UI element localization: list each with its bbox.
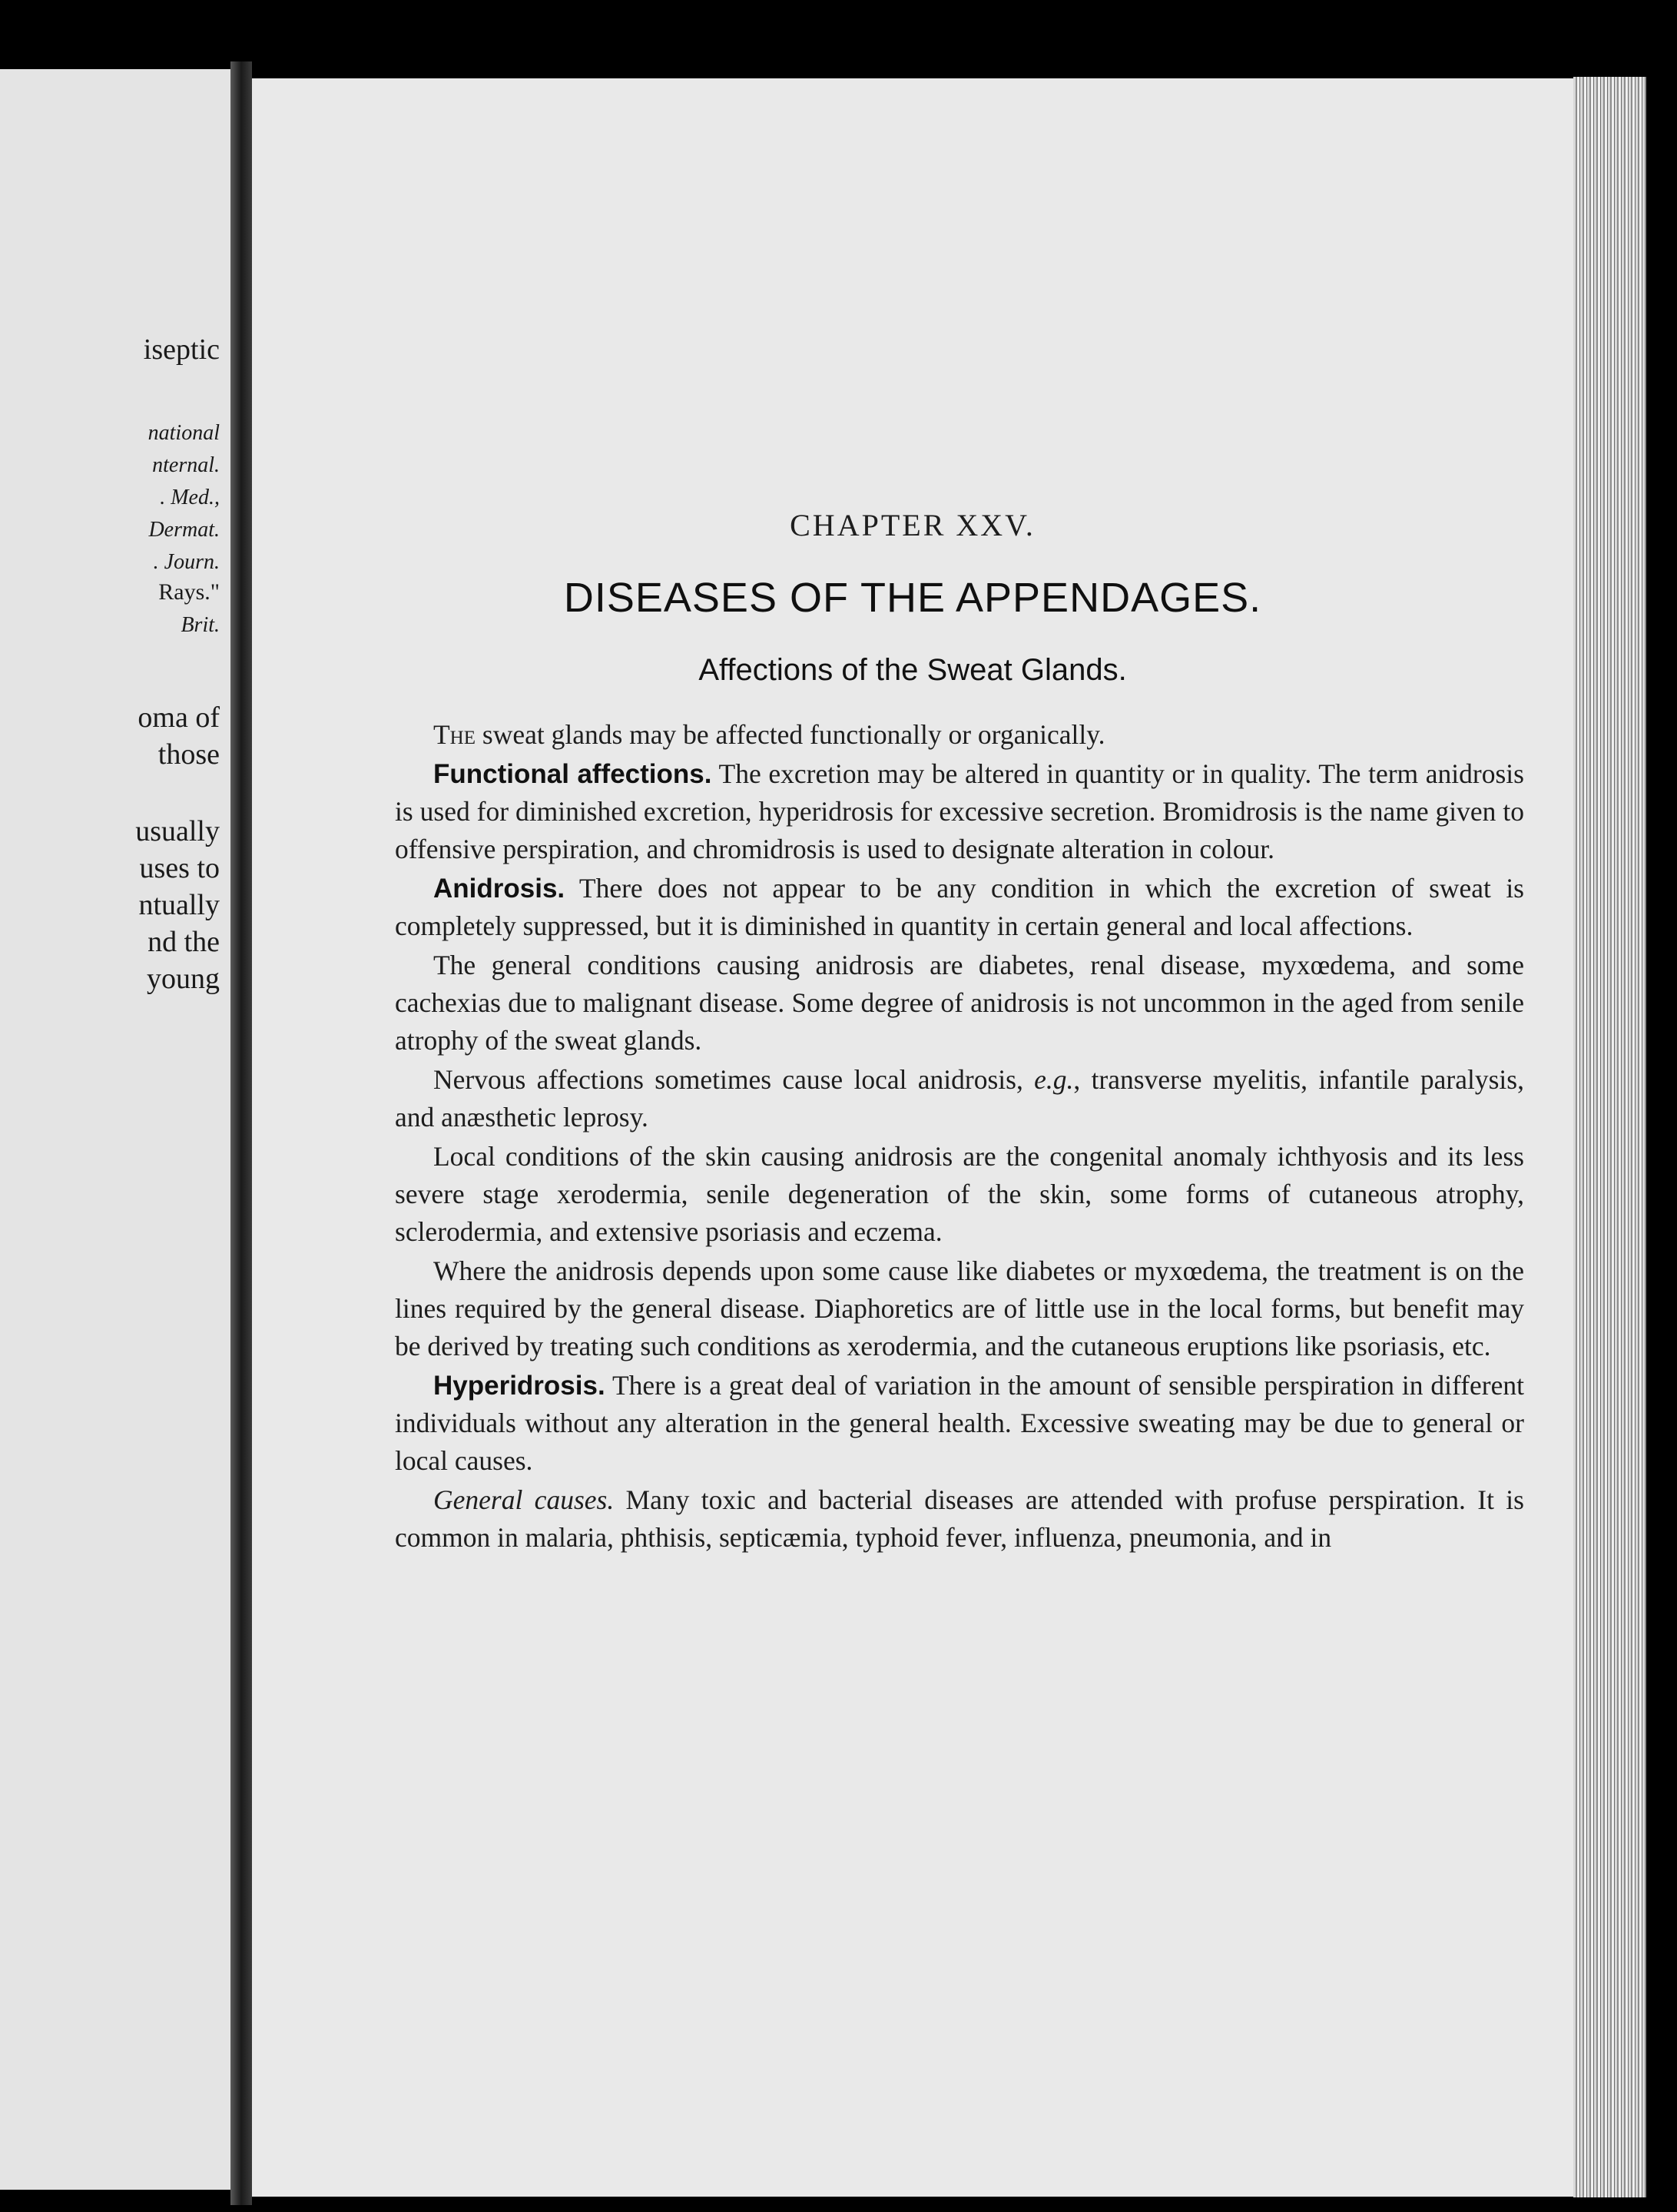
page-edges (1573, 77, 1646, 2197)
lead-in: The (433, 719, 476, 750)
paragraph (395, 870, 1524, 945)
paragraph-text: There is a great deal of variation in the amount of sensible perspiration in different individuals without any alteration in the general health. Excessive sweating may be due to general or local causes. (395, 1370, 1524, 1476)
left-fragment: uses to (139, 852, 220, 884)
paragraph (395, 755, 1524, 868)
paragraph-text: sweat glands may be affected functionally or organically. (476, 719, 1105, 750)
left-fragment: young (147, 963, 220, 995)
paragraph-lead: Functional affections. (433, 759, 712, 789)
paragraph-text: Local conditions of the skin causing anidrosis are the congenital anomaly ichthyosis and its less severe stage xerodermia, senile degeneration of the skin, some forms of cutaneous atrophy, sclerodermia, and extensive psoriasis and eczema. (395, 1141, 1524, 1247)
paragraph-lead: Hyperidrosis. (433, 1371, 605, 1401)
left-fragment: Brit. (181, 613, 220, 637)
paragraph-text: The excretion may be altered in quantity or in quality. The term anidrosis is used for diminished excretion, hyperidrosis for excessive secretion. Bromidrosis is the name given to offensive perspiration, and chromidrosis is used to designate alteration in colour. (395, 758, 1524, 864)
paragraph-text: , transverse myelitis, infantile paralysis, and anæsthetic leprosy. (395, 1064, 1524, 1133)
book-gutter (230, 61, 252, 2205)
paragraph (395, 1367, 1524, 1480)
left-fragment: . Med., (160, 486, 220, 509)
paragraph (395, 1481, 1524, 1557)
left-fragment: Dermat. (148, 518, 220, 542)
paragraph (395, 716, 1524, 754)
paragraph-text: Many toxic and bacterial diseases are attended with profuse perspiration. It is common in malaria, phthisis, septicæmia, typhoid fever, influenza, pneumonia, and in (395, 1484, 1524, 1553)
left-page (0, 69, 243, 2190)
paragraph (395, 947, 1524, 1060)
section-heading: Affections of the Sweat Glands. (698, 653, 1127, 687)
paragraph-text: There does not appear to be any condition in which the excretion of sweat is completely suppressed, but it is diminished in quantity in certain general and local affections. (395, 873, 1524, 941)
left-fragment: ntually (138, 889, 220, 921)
italic-text: e.g. (1034, 1064, 1074, 1095)
left-fragment: . Journ. (153, 550, 220, 574)
paragraph-text: Where the anidrosis depends upon some cause like diabetes or myxœdema, the treatment is on the lines required by the general disease. Diaphoretics are of little use in the local forms, but benefit may be derived by treating such conditions as xerodermia, and the cutaneous eruptions like psoriasis, etc. (395, 1255, 1524, 1361)
paragraph (395, 1138, 1524, 1251)
paragraph-lead: General causes. (433, 1484, 615, 1515)
body-text (395, 716, 1524, 1558)
left-fragment: those (157, 738, 220, 771)
left-fragment: oma of (138, 701, 220, 734)
left-fragment: Rays." (158, 579, 220, 605)
paragraph-lead: Anidrosis. (433, 874, 565, 904)
paragraph (395, 1252, 1524, 1365)
left-fragment: nd the (147, 926, 220, 958)
right-page (252, 78, 1573, 2197)
left-fragment: national (147, 421, 220, 445)
left-fragment: iseptic (143, 333, 220, 366)
left-fragment: usually (135, 815, 220, 847)
paragraph-text: Nervous affections sometimes cause local anidrosis, (433, 1064, 1035, 1095)
chapter-title: DISEASES OF THE APPENDAGES. (563, 575, 1262, 621)
paragraph (395, 1061, 1524, 1136)
left-fragment: nternal. (152, 453, 220, 477)
chapter-heading: CHAPTER XXV. (790, 508, 1036, 542)
paragraph-text: The general conditions causing anidrosis are diabetes, renal disease, myxœdema, and some cachexias due to malignant disease. Some degree of anidrosis is not uncommon in the aged from senile atrophy of the sweat glands. (395, 950, 1524, 1056)
